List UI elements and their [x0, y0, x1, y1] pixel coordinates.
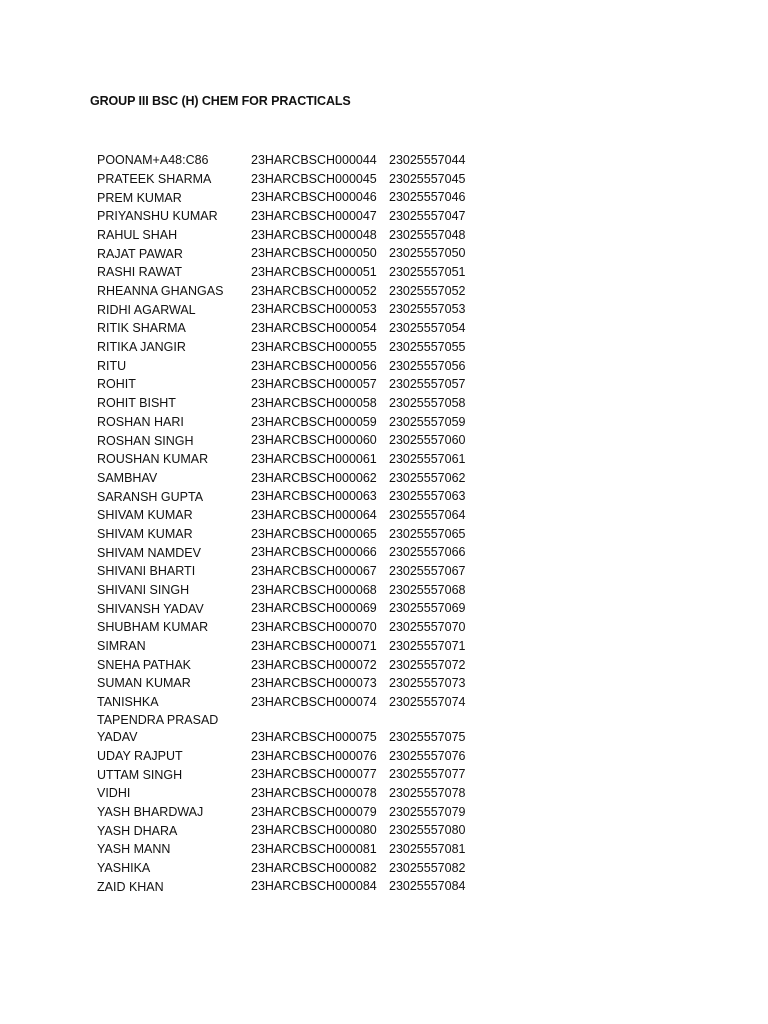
enrollment-number-cell: 23HARCBSCH000062 [251, 470, 377, 485]
enrollment-number-cell: 23HARCBSCH000076 [251, 748, 377, 763]
student-name-cell: ROUSHAN KUMAR [97, 452, 209, 467]
table-row [97, 562, 497, 581]
roll-number-cell: 23025557080 [389, 823, 466, 838]
enrollment-number-cell: 23HARCBSCH000054 [251, 321, 377, 336]
enrollment-number-cell: 23HARCBSCH000084 [251, 879, 377, 894]
enrollment-number-cell: 23HARCBSCH000052 [251, 283, 377, 298]
enrollment-number-cell: 23HARCBSCH000068 [251, 582, 377, 597]
student-name-cell: UDAY RAJPUT [97, 748, 183, 763]
enrollment-number-cell: 23HARCBSCH000075 [251, 729, 377, 744]
table-row [97, 338, 497, 357]
table-row [97, 506, 497, 525]
student-name-cell: POONAM+A48:C86 [97, 153, 209, 168]
table-row [97, 263, 497, 282]
table-row [97, 301, 497, 320]
enrollment-number-cell: 23HARCBSCH000069 [251, 601, 377, 616]
enrollment-number-cell: 23HARCBSCH000058 [251, 395, 377, 410]
student-name-cell: RITIK SHARMA [97, 321, 186, 336]
roll-number-cell: 23025557062 [389, 470, 466, 485]
roll-number-cell: 23025557060 [389, 433, 466, 448]
enrollment-number-cell: 23HARCBSCH000063 [251, 489, 377, 504]
student-name-cell: RASHI RAWAT [97, 265, 182, 280]
roll-number-cell: 23025557055 [389, 339, 466, 354]
roll-number-cell: 23025557076 [389, 748, 466, 763]
table-row [97, 170, 497, 189]
roll-number-cell: 23025557073 [389, 676, 466, 691]
table-row [97, 600, 497, 619]
table-row [97, 450, 497, 469]
roll-number-cell: 23025557050 [389, 246, 466, 261]
roll-number-cell: 23025557075 [389, 729, 466, 744]
enrollment-number-cell: 23HARCBSCH000057 [251, 377, 377, 392]
student-name-cell: SNEHA PATHAK [97, 657, 192, 672]
student-name-cell: ROHIT [97, 377, 136, 392]
student-name-cell: ROHIT BISHT [97, 396, 176, 411]
enrollment-number-cell: 23HARCBSCH000053 [251, 302, 377, 317]
enrollment-number-cell: 23HARCBSCH000070 [251, 620, 377, 635]
roll-number-cell: 23025557074 [389, 694, 466, 709]
enrollment-number-cell: 23HARCBSCH000080 [251, 823, 377, 838]
enrollment-number-cell: 23HARCBSCH000078 [251, 785, 377, 800]
table-row [97, 487, 497, 506]
table-row [97, 543, 497, 562]
student-name-cell: SIMRAN [97, 639, 146, 654]
student-name-cell: SHIVAM NAMDEV [97, 545, 201, 560]
roll-number-cell: 23025557047 [389, 209, 466, 224]
table-row [97, 319, 497, 338]
roll-number-cell: 23025557052 [389, 283, 466, 298]
student-name-cell: SHIVANI BHARTI [97, 564, 196, 579]
table-row [97, 244, 497, 263]
table-row [97, 394, 497, 413]
student-name-cell: YASH MANN [97, 842, 171, 857]
enrollment-number-cell: 23HARCBSCH000074 [251, 694, 377, 709]
table-row [97, 859, 497, 878]
student-name-cell: SARANSH GUPTA [97, 489, 204, 504]
table-row [97, 747, 497, 766]
student-name-cell: RHEANNA GHANGAS [97, 284, 224, 298]
table-row [97, 765, 497, 784]
roll-number-cell: 23025557063 [389, 489, 466, 504]
table-row [97, 712, 497, 747]
table-row [97, 618, 497, 637]
roll-number-cell: 23025557057 [389, 377, 466, 392]
table-row [97, 207, 497, 226]
student-name-cell: UTTAM SINGH [97, 767, 183, 782]
table-row [97, 357, 497, 376]
roll-number-cell: 23025557056 [389, 358, 466, 373]
table-row [97, 469, 497, 488]
enrollment-number-cell: 23HARCBSCH000047 [251, 209, 377, 224]
table-row [97, 151, 497, 170]
table-row [97, 803, 497, 822]
enrollment-number-cell: 23HARCBSCH000065 [251, 526, 377, 541]
roll-number-cell: 23025557045 [389, 171, 466, 186]
student-name-cell: PREM KUMAR [97, 190, 182, 205]
roll-number-cell: 23025557061 [389, 451, 466, 466]
student-name-cell: RIDHI AGARWAL [97, 302, 196, 317]
enrollment-number-cell: 23HARCBSCH000046 [251, 190, 377, 205]
enrollment-number-cell: 23HARCBSCH000060 [251, 433, 377, 448]
table-row [97, 188, 497, 207]
roll-number-cell: 23025557078 [389, 785, 466, 800]
roll-number-cell: 23025557046 [389, 190, 466, 205]
enrollment-number-cell: 23HARCBSCH000082 [251, 860, 377, 875]
table-row [97, 821, 497, 840]
enrollment-number-cell: 23HARCBSCH000056 [251, 358, 377, 373]
table-row [97, 656, 497, 675]
table-row [97, 840, 497, 859]
student-name-cell: SUMAN KUMAR [97, 676, 191, 691]
student-name-cell: PRIYANSHU KUMAR [97, 209, 218, 224]
roll-number-cell: 23025557070 [389, 620, 466, 635]
roll-number-cell: 23025557066 [389, 545, 466, 560]
table-row [97, 784, 497, 803]
enrollment-number-cell: 23HARCBSCH000071 [251, 638, 377, 653]
roll-number-cell: 23025557072 [389, 657, 466, 672]
roll-number-cell: 23025557053 [389, 302, 466, 317]
roll-number-cell: 23025557058 [389, 395, 466, 410]
student-name-cell: TANISHKA [97, 695, 159, 710]
student-name-cell: YASH BHARDWAJ [97, 804, 204, 819]
roll-number-cell: 23025557048 [389, 227, 466, 242]
table-row [97, 674, 497, 693]
enrollment-number-cell: 23HARCBSCH000050 [251, 246, 377, 261]
student-name-cell: RAHUL SHAH [97, 227, 178, 242]
table-row [97, 637, 497, 656]
enrollment-number-cell: 23HARCBSCH000067 [251, 564, 377, 579]
enrollment-number-cell: 23HARCBSCH000081 [251, 842, 377, 857]
student-name-cell: RAJAT PAWAR [97, 246, 183, 261]
student-name-cell: YASH DHARA [97, 823, 178, 838]
student-name-cell: SHIVAM KUMAR [97, 526, 193, 541]
roll-number-cell: 23025557084 [389, 879, 466, 894]
roll-number-cell: 23025557065 [389, 526, 466, 541]
roll-number-cell: 23025557068 [389, 582, 466, 597]
enrollment-number-cell: 23HARCBSCH000051 [251, 265, 377, 280]
table-row [97, 525, 497, 544]
enrollment-number-cell: 23HARCBSCH000072 [251, 657, 377, 672]
enrollment-number-cell: 23HARCBSCH000061 [251, 451, 377, 466]
enrollment-number-cell: 23HARCBSCH000077 [251, 767, 377, 782]
student-name-cell: ZAID KHAN [97, 879, 164, 894]
table-row [97, 581, 497, 600]
enrollment-number-cell: 23HARCBSCH000045 [251, 171, 377, 186]
enrollment-number-cell: 23HARCBSCH000066 [251, 545, 377, 560]
student-name-cell: SHUBHAM KUMAR [97, 620, 209, 635]
table-row [97, 413, 497, 432]
student-name-cell: SHIVANSH YADAV [97, 601, 204, 616]
student-name-cell: PRATEEK SHARMA [97, 171, 212, 186]
student-name-cell: RITIKA JANGIR [97, 340, 186, 355]
student-name-cell: ROSHAN SINGH [97, 433, 194, 448]
roll-number-cell: 23025557064 [389, 508, 466, 523]
table-row [97, 282, 497, 301]
table-row [97, 693, 497, 712]
student-name-cell: SAMBHAV [97, 470, 158, 485]
roll-number-cell: 23025557081 [389, 842, 466, 857]
table-row [97, 375, 497, 394]
roll-number-cell: 23025557071 [389, 638, 466, 653]
enrollment-number-cell: 23HARCBSCH000073 [251, 676, 377, 691]
roll-number-cell: 23025557079 [389, 804, 466, 819]
student-name-cell: VIDHI [97, 786, 131, 801]
student-name-cell: YASHIKA [97, 860, 151, 875]
table-row [97, 877, 497, 896]
roll-number-cell: 23025557054 [389, 321, 466, 336]
page-title: GROUP III BSC (H) CHEM FOR PRACTICALS [90, 94, 351, 108]
roll-number-cell: 23025557069 [389, 601, 466, 616]
enrollment-number-cell: 23HARCBSCH000055 [251, 339, 377, 354]
student-table [97, 151, 497, 896]
student-name-cell: RITU [97, 358, 127, 373]
table-row [97, 226, 497, 245]
roll-number-cell: 23025557082 [389, 860, 466, 875]
student-name-cell: ROSHAN HARI [97, 414, 184, 429]
student-name-cell: SHIVANI SINGH [97, 583, 190, 597]
enrollment-number-cell: 23HARCBSCH000044 [251, 152, 377, 167]
roll-number-cell: 23025557067 [389, 564, 466, 579]
enrollment-number-cell: 23HARCBSCH000048 [251, 227, 377, 242]
roll-number-cell: 23025557077 [389, 767, 466, 782]
enrollment-number-cell: 23HARCBSCH000079 [251, 804, 377, 819]
roll-number-cell: 23025557059 [389, 414, 466, 429]
student-name-cell: TAPENDRA PRASAD YADAV [97, 712, 219, 745]
enrollment-number-cell: 23HARCBSCH000059 [251, 414, 377, 429]
table-row [97, 431, 497, 450]
student-name-cell: SHIVAM KUMAR [97, 508, 193, 523]
enrollment-number-cell: 23HARCBSCH000064 [251, 508, 377, 523]
roll-number-cell: 23025557051 [389, 265, 466, 280]
roll-number-cell: 23025557044 [389, 152, 466, 167]
